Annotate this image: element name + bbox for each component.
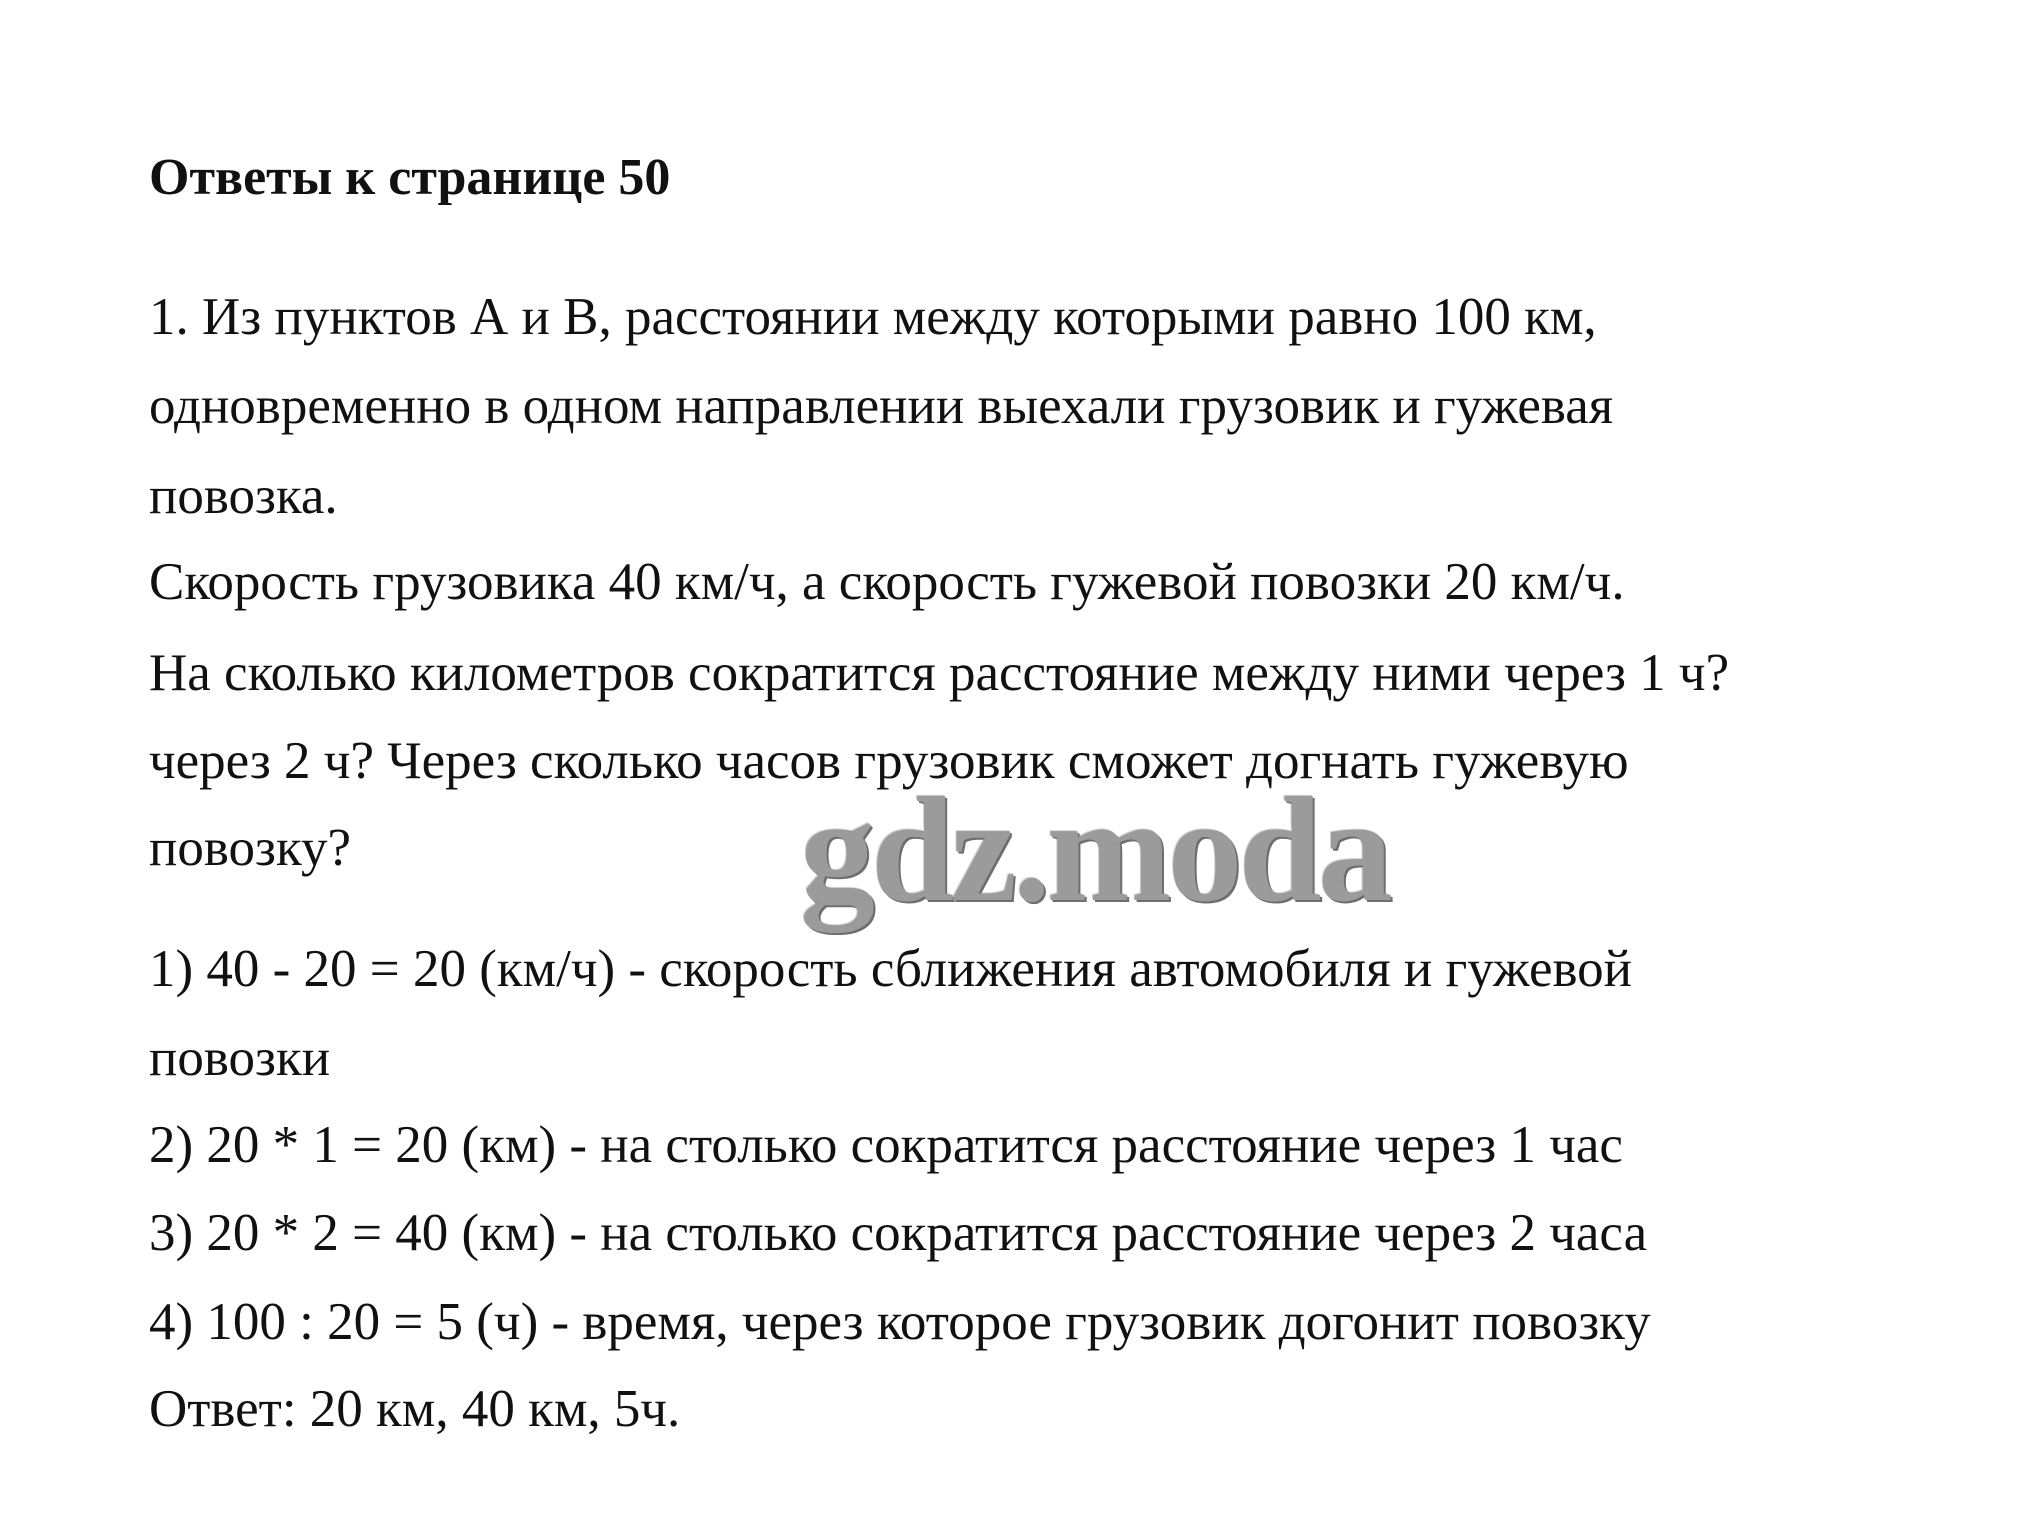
problem-line: через 2 ч? Через сколько часов грузовик сможет догнать гужевую bbox=[149, 732, 1629, 790]
watermark-logo: gdz.moda bbox=[800, 767, 1389, 933]
problem-line: На сколько километров сократится расстояние между ними через 1 ч? bbox=[149, 644, 1730, 702]
problem-line: повозка. bbox=[149, 467, 338, 525]
solution-line: 2) 20 * 1 = 20 (км) - на столько сократится расстояние через 1 час bbox=[149, 1116, 1623, 1174]
problem-line: 1. Из пунктов А и В, расстоянии между которыми равно 100 км, bbox=[149, 288, 1597, 346]
problem-line: Скорость грузовика 40 км/ч, а скорость гужевой повозки 20 км/ч. bbox=[149, 553, 1625, 611]
answer-line: Ответ: 20 км, 40 км, 5ч. bbox=[149, 1380, 681, 1438]
problem-line: повозку? bbox=[149, 819, 351, 877]
problem-line: одновременно в одном направлении выехали грузовик и гужевая bbox=[149, 377, 1614, 435]
solution-line: повозки bbox=[149, 1029, 331, 1087]
solution-line: 1) 40 - 20 = 20 (км/ч) - скорость сближения автомобиля и гужевой bbox=[149, 940, 1632, 998]
solution-line: 4) 100 : 20 = 5 (ч) - время, через которое грузовик догонит повозку bbox=[149, 1293, 1651, 1351]
page-title: Ответы к странице 50 bbox=[149, 149, 671, 206]
solution-line: 3) 20 * 2 = 40 (км) - на столько сократится расстояние через 2 часа bbox=[149, 1204, 1648, 1262]
